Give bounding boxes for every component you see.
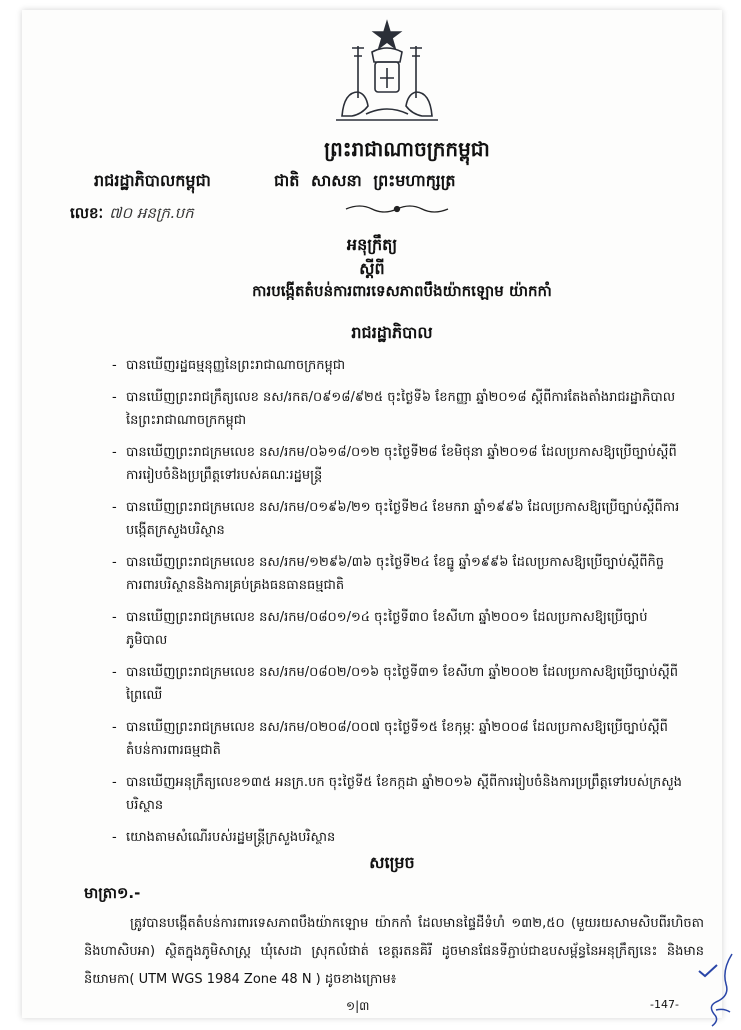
ornament-divider-icon xyxy=(342,202,452,216)
kingdom-heading: ព្រះរាជាណាចក្រកម្ពុជា xyxy=(324,137,490,161)
reference-item: - បានឃើញព្រះរាជក្រឹត្យលេខ នស/រកត/០៩១៨/៩២៥ ចុះថ្ងៃទី៦ ខែកញ្ញា ឆ្នាំ២០១៨ ស្តីពីការតែងតាំងរាជរដ្ឋាភិបាលនៃព្រះរាជាណាចក្រកម្ពុជា xyxy=(112,386,682,432)
document-page xyxy=(22,10,722,1018)
government-name: រាជរដ្ឋាភិបាលកម្ពុជា xyxy=(94,171,211,190)
page-number: ១|៣ xyxy=(346,999,370,1013)
reference-item: - បានឃើញព្រះរាជក្រមលេខ នស/រកម/០៨០២/០១៦ ចុះថ្ងៃទី៣១ ខែសីហា ឆ្នាំ២០០២ ដែលប្រកាសឱ្យប្រើច្បាប់ស្តីពីព្រៃឈើ xyxy=(112,661,682,707)
article-body: ត្រូវបានបង្កើតតំបន់ការពារទេសភាពបឹងយ៉ាកឡោម យ៉ាកកាំ ដែលមានផ្ទៃដីទំហំ ១៣២,៥០ (មួយរយសាមសិបពីរហិចតានិងហាសិបអា) ស្ថិតក្នុងភូមិសាស្ត្រ ឃុំសេដា ស្រុកលំផាត់ ខេត្តរតនគិរី ដូចមានផែនទីភ្ជាប់ជាឧបសម្ព័ន្ធនៃអនុក្រឹត្យនេះ និងមាននិយាមកា( UTM WGS 1984 Zone 48 N ) ដូចខាងក្រោម៖ xyxy=(84,916,704,987)
stamp-number: -147- xyxy=(650,998,679,1011)
regarding-label: ស្តីពី xyxy=(359,259,385,278)
government-heading: រាជរដ្ឋាភិបាល xyxy=(351,323,433,342)
article-heading: មាត្រា១.- xyxy=(84,884,141,902)
reference-item: - បានឃើញព្រះរាជក្រមលេខ នស/រកម/០១៩៦/២១ ចុះថ្ងៃទី២៤ ខែមករា ឆ្នាំ១៩៩៦ ដែលប្រកាសឱ្យប្រើច្បាប់ស្តីពីការបង្កើតក្រសួងបរិស្ថាន xyxy=(112,496,682,542)
reference-item: - បានឃើញអនុក្រឹត្យលេខ១៣៥ អនក្រ.បក ចុះថ្ងៃទី៥ ខែកក្កដា ឆ្នាំ២០១៦ ស្តីពីការរៀបចំនិងការប្រព្រឹត្តទៅរបស់ក្រសួងបរិស្ថាន xyxy=(112,771,682,817)
number-value: ៧០ អនក្រ.បក xyxy=(109,204,194,222)
reference-item: - បានឃើញព្រះរាជក្រមលេខ នស/រកម/០២០៨/០០៧ ចុះថ្ងៃទី១៥ ខែកុម្ភៈ ឆ្នាំ២០០៨ ដែលប្រកាសឱ្យប្រើច្បាប់ស្តីពីតំបន់ការពារធម្មជាតិ xyxy=(112,716,682,762)
document-number xyxy=(70,204,194,226)
number-label: លេខៈ xyxy=(70,204,104,222)
reference-list xyxy=(112,354,682,858)
national-motto: ជាតិ សាសនា ព្រះមហាក្សត្រ xyxy=(274,171,456,190)
reference-item: - បានឃើញរដ្ឋធម្មនុញ្ញនៃព្រះរាជាណាចក្រកម្ពុជា xyxy=(112,354,682,377)
reference-item: - បានឃើញព្រះរាជក្រមលេខ នស/រកម/១២៩៦/៣៦ ចុះថ្ងៃទី២៤ ខែធ្នូ ឆ្នាំ១៩៩៦ ដែលប្រកាសឱ្យប្រើច្បាប់ស្តីពីកិច្ចការពារបរិស្ថាននិងការគ្រប់គ្រងធនធានធម្មជាតិ xyxy=(112,551,682,597)
reference-item: - យោងតាមសំណើរបស់រដ្ឋមន្ត្រីក្រសួងបរិស្ថាន xyxy=(112,826,682,849)
reference-item: - បានឃើញព្រះរាជក្រមលេខ នស/រកម/០៨០១/១៤ ចុះថ្ងៃទី៣០ ខែសីហា ឆ្នាំ២០០១ ដែលប្រកាសឱ្យប្រើច្បាប់ភូមិបាល xyxy=(112,606,682,652)
decision-heading: សម្រេច xyxy=(369,853,415,872)
royal-coat-of-arms-icon xyxy=(328,18,446,126)
sub-decree-title: អនុក្រឹត្យ xyxy=(346,235,398,254)
reference-item: - បានឃើញព្រះរាជក្រមលេខ នស/រកម/០៦១៨/០១២ ចុះថ្ងៃទី២៨ ខែមិថុនា ឆ្នាំ២០១៨ ដែលប្រកាសឱ្យប្រើច្បាប់ស្តីពីការរៀបចំនិងប្រព្រឹត្តទៅរបស់គណៈរដ្ឋមន្ត្រី xyxy=(112,441,682,487)
signature-mark xyxy=(702,950,740,1030)
document-subject: ការបង្កើតតំបន់ការពារទេសភាពបឹងយ៉ាកឡោម យ៉ាកកាំ xyxy=(252,282,552,300)
